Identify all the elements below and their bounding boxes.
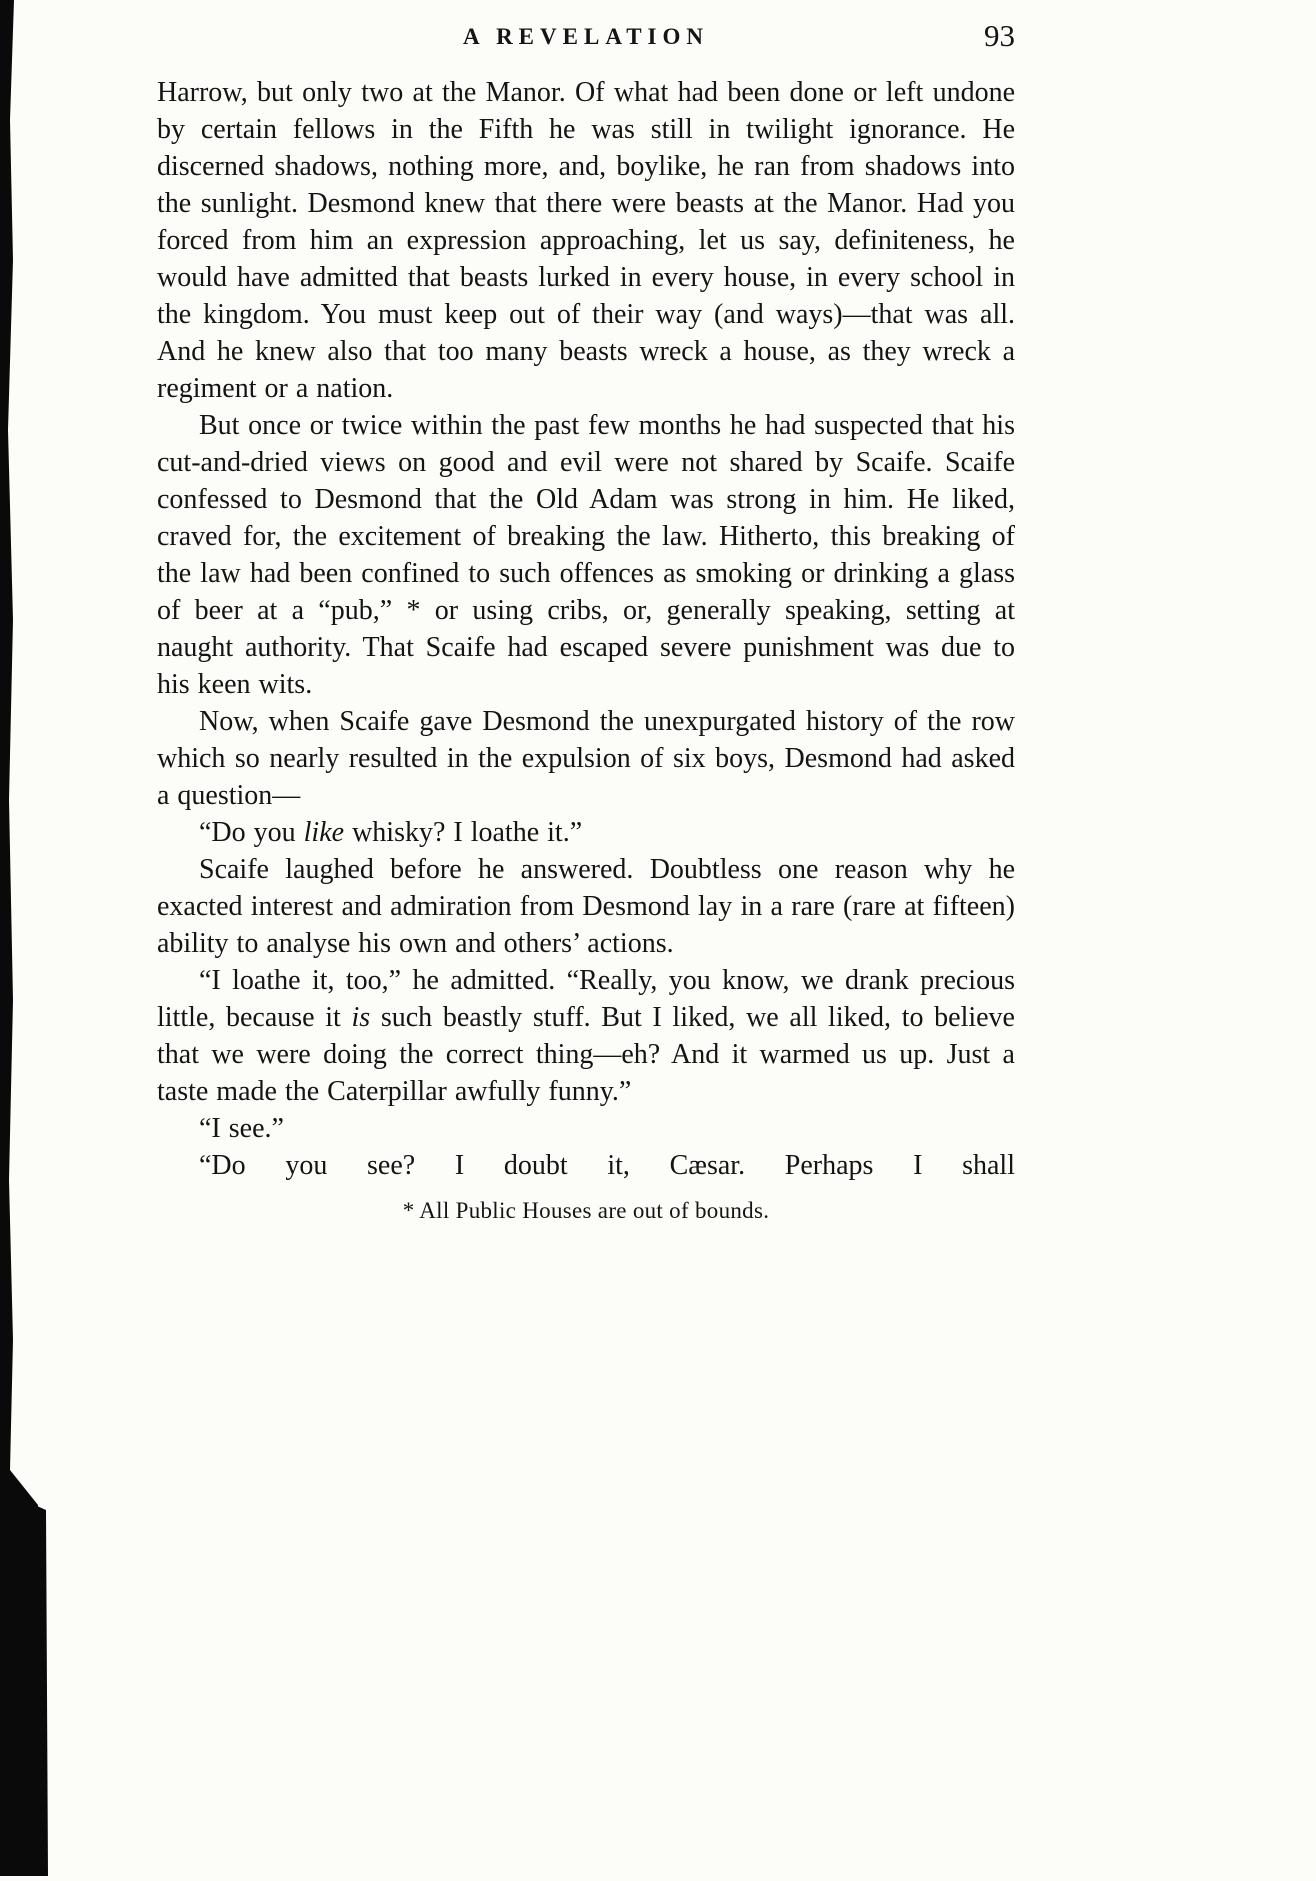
binding-edge-shape <box>0 0 60 1876</box>
paragraph <box>157 962 1015 1110</box>
paragraph <box>157 407 1015 703</box>
emphasized-text: is <box>351 1002 371 1033</box>
text-segment: “I loathe it, too,” he admitted. “Really, you know, we drank precious little, because it <box>157 965 1015 1033</box>
body-text <box>157 74 1015 1184</box>
scan-binding-edge <box>0 0 60 1876</box>
text-segment: whisky? I loathe it.” <box>344 817 583 848</box>
paragraph <box>157 74 1015 407</box>
page-number: 93 <box>984 18 1015 53</box>
paragraph <box>157 814 1015 851</box>
paragraph <box>157 1147 1015 1184</box>
page-body <box>157 16 1015 1224</box>
text-segment: Harrow, but only two at the Manor. Of what had been done or left undone by certain fellows in the Fifth he was still in twilight ignorance. He discerned shadows, nothing more, and, boylike, he ran from shadows into the sunlight. Desmond knew that there were beasts at the Manor. Had you forced from him an expression approaching, let us say, definiteness, he would have admitted that beasts lurked in every house, in every school in the kingdom. You must keep out of their way (and ways)—that was all. And he knew also that too many beasts wreck a house, as they wreck a regiment or a nation. <box>157 77 1015 404</box>
footnote: * All Public Houses are out of bounds. <box>402 1198 770 1223</box>
emphasized-text: like <box>303 817 345 848</box>
paragraph <box>157 851 1015 962</box>
text-segment: Now, when Scaife gave Desmond the unexpurgated history of the row which so nearly resulted in the expulsion of six boys, Desmond had asked a question— <box>157 706 1015 811</box>
text-segment: “I see.” <box>199 1113 284 1144</box>
paragraph <box>157 1110 1015 1147</box>
paragraph <box>157 703 1015 814</box>
text-segment: such beastly stuff. But I liked, we all liked, to believe that we were doing the correct thing—eh? And it warmed us up. Just a taste made the Caterpillar awfully funny.” <box>157 1002 1015 1107</box>
text-segment: But once or twice within the past few months he had suspected that his cut-and-dried views on good and evil were not shared by Scaife. Scaife confessed to Desmond that the Old Adam was strong in him. He liked, craved for, the excitement of breaking the law. Hitherto, this breaking of the law had been confined to such offences as smoking or drinking a glass of beer at a “pub,” * or using cribs, or, generally speaking, setting at naught authority. That Scaife had escaped severe punishment was due to his keen wits. <box>157 410 1015 700</box>
text-segment: Scaife laughed before he answered. Doubtless one reason why he exacted interest and admiration from Desmond lay in a rare (rare at fifteen) ability to analyse his own and others’ actions. <box>157 854 1015 959</box>
running-header <box>157 16 1015 62</box>
text-segment: “Do you see? I doubt it, Cæsar. Perhaps I shall <box>199 1150 1015 1181</box>
chapter-running-title: A REVELATION <box>462 24 710 49</box>
text-segment: “Do you <box>199 817 304 848</box>
